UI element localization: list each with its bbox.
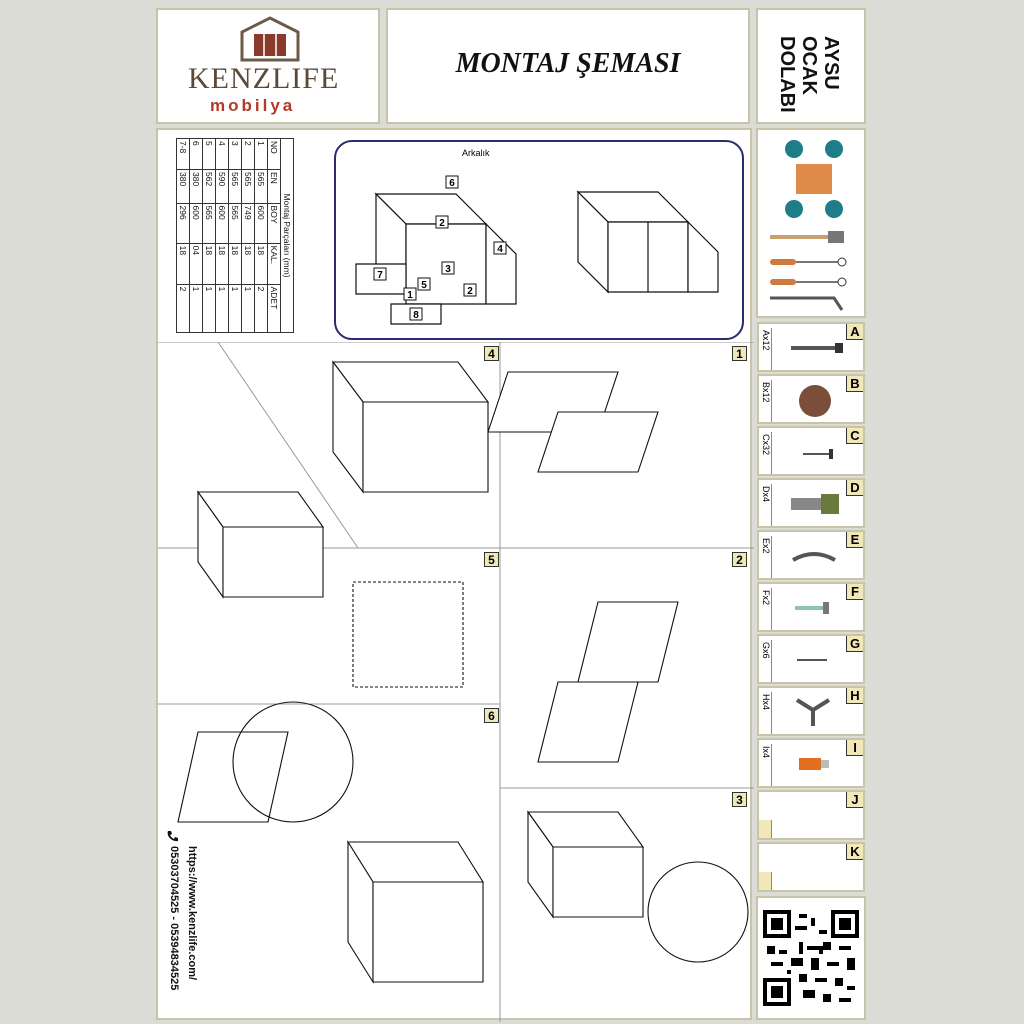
allen-key-icon [768,294,848,312]
hinge-d-icon [787,490,847,520]
qr-code-panel[interactable] [756,896,866,1020]
hardware-item-b: B Bx12 [757,374,865,424]
phone-icon [166,830,178,842]
parts-table-title: Montaj Parçaları (mm) [281,139,294,333]
dowel-cap-b-icon [795,381,835,421]
hardware-item-h: H Hx4 [757,686,865,736]
step-number-3: 3 [732,792,747,807]
table-row: 4 590 600 18 1 [216,139,229,333]
col-header: EN [268,170,281,204]
table-row: 6 380 600 04 1 [190,139,203,333]
two-people-icon [774,134,854,224]
logo-panel [156,8,380,124]
hardware-item-i: I Ix4 [757,738,865,788]
assembled-cabinet-drawing [558,172,738,312]
tools-panel [756,128,866,318]
screw-c-icon [799,446,839,462]
table-row: 5 562 565 18 1 [203,139,216,333]
hardware-item-c: C Cx32 [757,426,865,476]
back-panel-label: Arkalık [462,148,490,158]
table-row: 7-8 380 296 18 2 [177,139,190,333]
part-label: 4 [497,244,503,255]
step-grid [158,342,754,1022]
hardware-item-k: K [757,842,865,892]
part-label: 2 [439,218,445,229]
wall-plug-i-icon [795,752,835,776]
product-line-3: DOLABI [776,36,798,113]
col-header: NO [268,139,281,170]
house-logo-icon [240,16,300,62]
nail-g-icon [793,654,833,666]
part-label: 3 [445,264,451,275]
part-label: 8 [413,310,419,321]
part-label: 2 [467,286,473,297]
step-number-4: 4 [484,346,499,361]
hardware-item-j: J [757,790,865,840]
exploded-cabinet-drawing [346,154,546,334]
part-label: 6 [449,178,455,189]
website-link[interactable]: https://www.kenzlife.com/ [186,846,198,981]
handle-e-icon [789,546,839,566]
part-label: 7 [377,270,383,281]
table-row: 1 565 600 18 2 [255,139,268,333]
leg-h-icon [793,694,833,730]
product-line-2: OCAK [798,36,820,95]
part-label: 1 [407,290,413,301]
table-row: 3 565 565 18 1 [229,139,242,333]
instruction-sheet [156,128,752,1020]
hammer-icon [768,230,848,244]
col-header: BOY [268,203,281,243]
title-panel [386,8,750,124]
screwdriver-icon [768,256,848,268]
hardware-item-a: A Ax12 [757,322,865,372]
step-number-2: 2 [732,552,747,567]
brand-name: KENZLIFE [188,62,340,95]
step-number-6: 6 [484,708,499,723]
hardware-item-g: G Gx6 [757,634,865,684]
screwdriver-flat-icon [768,276,848,288]
page-title: MONTAJ ŞEMASI [455,48,681,79]
screw-a-icon [787,340,847,356]
parts-table [176,138,296,333]
overview-frame [334,140,744,340]
part-label: 5 [421,280,427,291]
contact-phones: 05303704525 - 05394834525 [168,846,180,991]
hardware-item-f: F Fx2 [757,582,865,632]
step-number-1: 1 [732,346,747,361]
brand-subtitle: mobilya [210,96,296,115]
hardware-item-d: D Dx4 [757,478,865,528]
table-row: 2 565 749 18 1 [242,139,255,333]
product-panel [756,8,866,124]
hardware-item-e: E Ex2 [757,530,865,580]
qr-code-icon [763,910,859,1006]
step-number-5: 5 [484,552,499,567]
product-line-1: AYSU [820,36,842,90]
col-header: ADET [268,284,281,332]
col-header: KAL. [268,243,281,284]
bolt-f-icon [791,598,835,618]
